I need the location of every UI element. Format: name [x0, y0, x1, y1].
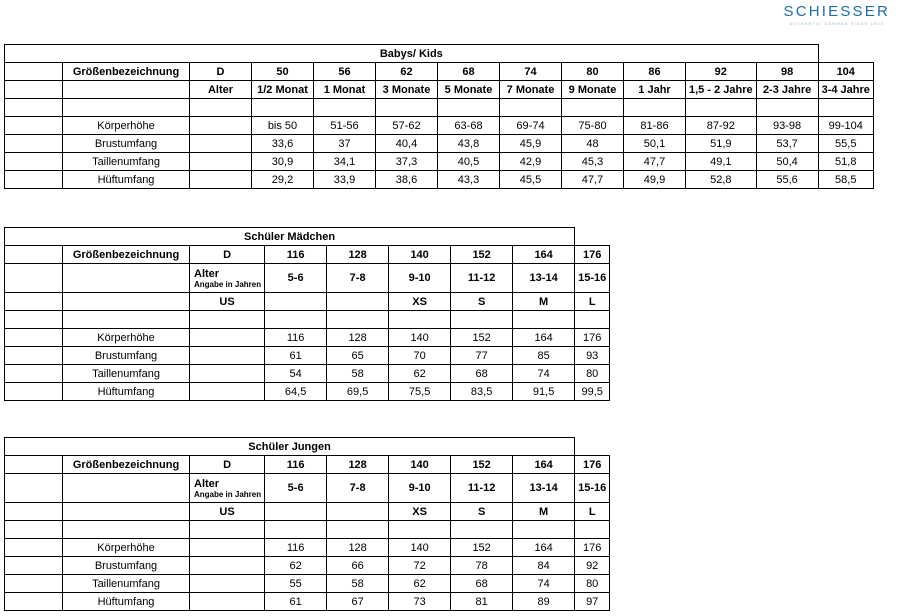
row-label-alter-text: Alter	[194, 477, 220, 490]
spacer-cell	[5, 293, 63, 311]
spacer-cell	[314, 99, 376, 117]
size-value: 128	[327, 456, 389, 474]
measure-value: 38,6	[376, 171, 438, 189]
spacer-cell	[5, 246, 63, 264]
row-label-alter-sub: Angabe in Jahren	[194, 279, 262, 289]
table-row	[5, 557, 610, 575]
size-table-schueler-maedchen	[4, 227, 610, 401]
spacer-cell	[5, 171, 63, 189]
measure-value: 140	[389, 329, 451, 347]
table-title: Schüler Mädchen	[5, 228, 575, 246]
size-value: 50	[252, 63, 314, 81]
measure-value: 55	[265, 575, 327, 593]
table-schueler-maedchen	[4, 227, 610, 401]
age-value: 3 Monate	[376, 81, 438, 99]
measure-label: Körperhöhe	[63, 117, 190, 135]
measure-value: 40,4	[376, 135, 438, 153]
spacer-cell	[5, 311, 63, 329]
spacer-cell	[190, 365, 265, 383]
spacer-cell	[190, 521, 265, 539]
size-value: 140	[389, 246, 451, 264]
measure-value: 164	[513, 539, 575, 557]
measure-value: 42,9	[500, 153, 562, 171]
spacer-cell	[376, 99, 438, 117]
us-size-value: S	[451, 503, 513, 521]
table-row	[5, 329, 610, 347]
spacer-cell	[190, 99, 252, 117]
measure-label: Taillenumfang	[63, 365, 190, 383]
table-babys-kids	[4, 44, 874, 189]
measure-value: 51,9	[686, 135, 757, 153]
spacer-cell	[5, 503, 63, 521]
measure-value: 140	[389, 539, 451, 557]
table-row	[5, 135, 874, 153]
age-value: 1 Monat	[314, 81, 376, 99]
measure-value: 78	[451, 557, 513, 575]
row-label-groessenbezeichnung: Größenbezeichnung	[63, 246, 190, 264]
cell: 176	[575, 246, 610, 264]
measure-value: 45,9	[500, 135, 562, 153]
spacer-cell	[389, 311, 451, 329]
table-row	[5, 171, 874, 189]
measure-value: 73	[389, 593, 451, 611]
age-value: 7-8	[327, 264, 389, 293]
spacer-cell	[63, 99, 190, 117]
measure-value: 3-4 Jahre	[818, 81, 873, 99]
table-header-row-age	[5, 81, 874, 99]
measure-value: 47,7	[562, 171, 624, 189]
measure-label: Hüftumfang	[63, 171, 190, 189]
age-value: 2-3 Jahre	[756, 81, 818, 99]
measure-value: 72	[389, 557, 451, 575]
spacer-cell	[513, 311, 575, 329]
measure-value: 61	[265, 347, 327, 365]
table-header-row-us	[5, 503, 610, 521]
measure-value: 116	[265, 329, 327, 347]
size-value: 80	[562, 63, 624, 81]
spacer-cell	[252, 99, 314, 117]
measure-label: Hüftumfang	[63, 383, 190, 401]
measure-value: 68	[451, 575, 513, 593]
row-label-alter-text: Alter	[194, 267, 220, 280]
spacer-cell	[5, 593, 63, 611]
measure-value: 128	[327, 329, 389, 347]
row-label-alter	[190, 264, 265, 293]
spacer-cell	[190, 117, 252, 135]
measure-value: 69-74	[500, 117, 562, 135]
measure-label: Brustumfang	[63, 557, 190, 575]
measure-value: 62	[265, 557, 327, 575]
measure-value: 164	[513, 329, 575, 347]
spacer-cell	[5, 347, 63, 365]
measure-value	[818, 99, 873, 117]
measure-value: 67	[327, 593, 389, 611]
table-schueler-jungen	[4, 437, 610, 611]
spacer-cell	[5, 117, 63, 135]
us-size-value	[327, 293, 389, 311]
cell: 176	[575, 329, 610, 347]
measure-value: 152	[451, 329, 513, 347]
measure-value: 57-62	[376, 117, 438, 135]
brand-tagline: AUTHENTIC GERMAN SINCE 1875	[789, 21, 885, 26]
measure-value: 83,5	[451, 383, 513, 401]
cell: L	[575, 293, 610, 311]
cell: 176	[575, 539, 610, 557]
cell: 15-16	[575, 474, 610, 503]
age-value: 1/2 Monat	[252, 81, 314, 99]
measure-value: 29,2	[252, 171, 314, 189]
row-label-groessenbezeichnung: Größenbezeichnung	[63, 63, 190, 81]
size-value: 92	[686, 63, 757, 81]
measure-value: 48	[562, 135, 624, 153]
spacer-cell	[5, 99, 63, 117]
size-value: 164	[513, 456, 575, 474]
measure-value: 85	[513, 347, 575, 365]
cell: 99,5	[575, 383, 610, 401]
age-value: 11-12	[451, 264, 513, 293]
table-title: Schüler Jungen	[5, 438, 575, 456]
measure-value: 89	[513, 593, 575, 611]
table-title-row	[5, 438, 610, 456]
size-value: 128	[327, 246, 389, 264]
spacer-cell	[5, 521, 63, 539]
measure-value: 45,3	[562, 153, 624, 171]
row-label-us: US	[190, 503, 265, 521]
measure-value: 52,8	[686, 171, 757, 189]
age-value: 13-14	[513, 264, 575, 293]
cell: 92	[575, 557, 610, 575]
measure-value: 152	[451, 539, 513, 557]
table-row	[5, 153, 874, 171]
measure-value: 54	[265, 365, 327, 383]
spacer-cell	[513, 521, 575, 539]
spacer-cell	[265, 521, 327, 539]
measure-value: 51-56	[314, 117, 376, 135]
cell: 93	[575, 347, 610, 365]
measure-value: 40,5	[438, 153, 500, 171]
measure-value: 128	[327, 539, 389, 557]
measure-value: 87-92	[686, 117, 757, 135]
size-value: 86	[624, 63, 686, 81]
table-row	[5, 117, 874, 135]
measure-value: 58	[327, 575, 389, 593]
table-header-row-age	[5, 474, 610, 503]
measure-value: 37	[314, 135, 376, 153]
cell	[575, 521, 610, 539]
spacer-cell	[451, 311, 513, 329]
measure-value: 50,1	[624, 135, 686, 153]
spacer-cell	[190, 347, 265, 365]
spacer-cell	[624, 99, 686, 117]
spacer-cell	[63, 521, 190, 539]
size-value: 68	[438, 63, 500, 81]
row-label-us: US	[190, 293, 265, 311]
table-title-row	[5, 228, 610, 246]
cell	[575, 311, 610, 329]
size-table-schueler-jungen	[4, 437, 610, 611]
table-spacer-row	[5, 311, 610, 329]
spacer-cell	[190, 557, 265, 575]
age-value: 7 Monate	[500, 81, 562, 99]
table-row	[5, 575, 610, 593]
spacer-cell	[63, 474, 190, 503]
measure-label: Körperhöhe	[63, 329, 190, 347]
spacer-cell	[5, 63, 63, 81]
spacer-cell	[190, 311, 265, 329]
spacer-cell	[265, 311, 327, 329]
cell: 97	[575, 593, 610, 611]
measure-value: 84	[513, 557, 575, 575]
spacer-cell	[190, 329, 265, 347]
measure-value: 43,3	[438, 171, 500, 189]
table-header-row-age	[5, 264, 610, 293]
spacer-cell	[5, 365, 63, 383]
table-row	[5, 539, 610, 557]
cell: L	[575, 503, 610, 521]
spacer-cell	[562, 99, 624, 117]
measure-value: 81	[451, 593, 513, 611]
cell: 176	[575, 456, 610, 474]
measure-value: 63-68	[438, 117, 500, 135]
spacer-cell	[5, 81, 63, 99]
measure-value: 64,5	[265, 383, 327, 401]
measure-value: 75-80	[562, 117, 624, 135]
measure-value: 116	[265, 539, 327, 557]
us-size-value: XS	[389, 503, 451, 521]
spacer-cell	[451, 521, 513, 539]
table-row	[5, 347, 610, 365]
measure-value: 45,5	[500, 171, 562, 189]
spacer-cell	[190, 539, 265, 557]
measure-value: 62	[389, 575, 451, 593]
cell: 80	[575, 575, 610, 593]
us-size-value	[265, 503, 327, 521]
spacer-cell	[63, 264, 190, 293]
spacer-cell	[5, 474, 63, 503]
table-spacer-row	[5, 99, 874, 117]
measure-label: Taillenumfang	[63, 575, 190, 593]
measure-value: 53,7	[756, 135, 818, 153]
age-value: 1 Jahr	[624, 81, 686, 99]
measure-value: 66	[327, 557, 389, 575]
measure-value: 30,9	[252, 153, 314, 171]
age-value: 11-12	[451, 474, 513, 503]
brand-logo	[784, 4, 891, 26]
table-header-row-size	[5, 246, 610, 264]
age-value: 1,5 - 2 Jahre	[686, 81, 757, 99]
spacer-cell	[5, 456, 63, 474]
market-cell-d: D	[190, 246, 265, 264]
measure-value: 55,5	[818, 135, 873, 153]
age-value: 7-8	[327, 474, 389, 503]
spacer-cell	[5, 264, 63, 293]
size-table-babys-kids	[4, 44, 874, 189]
us-size-value	[327, 503, 389, 521]
measure-value: 99-104	[818, 117, 873, 135]
measure-value: 74	[513, 575, 575, 593]
spacer-cell	[63, 311, 190, 329]
us-size-value: XS	[389, 293, 451, 311]
measure-value: 91,5	[513, 383, 575, 401]
age-value: 9-10	[389, 264, 451, 293]
row-label-groessenbezeichnung: Größenbezeichnung	[63, 456, 190, 474]
measure-value: 47,7	[624, 153, 686, 171]
spacer-cell	[756, 99, 818, 117]
spacer-cell	[5, 557, 63, 575]
measure-value: 68	[451, 365, 513, 383]
measure-value: 69,5	[327, 383, 389, 401]
size-value: 164	[513, 246, 575, 264]
measure-value: 81-86	[624, 117, 686, 135]
measure-value: 65	[327, 347, 389, 365]
spacer-cell	[5, 383, 63, 401]
brand-name: SCHIESSER	[783, 3, 890, 20]
spacer-cell	[686, 99, 757, 117]
measure-value: 70	[389, 347, 451, 365]
spacer-cell	[327, 521, 389, 539]
size-value: 74	[500, 63, 562, 81]
table-row	[5, 383, 610, 401]
spacer-cell	[5, 153, 63, 171]
measure-value: 37,3	[376, 153, 438, 171]
table-header-row-us	[5, 293, 610, 311]
measure-value: 50,4	[756, 153, 818, 171]
size-value: 62	[376, 63, 438, 81]
cell: 80	[575, 365, 610, 383]
measure-value: 74	[513, 365, 575, 383]
measure-value: 55,6	[756, 171, 818, 189]
age-value: 5 Monate	[438, 81, 500, 99]
size-value: 116	[265, 246, 327, 264]
measure-label: Brustumfang	[63, 347, 190, 365]
size-value: 140	[389, 456, 451, 474]
spacer-cell	[63, 293, 190, 311]
spacer-cell	[389, 521, 451, 539]
us-size-value: M	[513, 503, 575, 521]
spacer-cell	[5, 575, 63, 593]
measure-value: 62	[389, 365, 451, 383]
spacer-cell	[5, 539, 63, 557]
measure-value: 58,5	[818, 171, 873, 189]
table-row	[5, 593, 610, 611]
measure-value: 93-98	[756, 117, 818, 135]
size-value: 98	[756, 63, 818, 81]
measure-value: 34,1	[314, 153, 376, 171]
spacer-cell	[190, 383, 265, 401]
age-value: 9 Monate	[562, 81, 624, 99]
table-title: Babys/ Kids	[5, 45, 819, 63]
market-cell-d: D	[190, 63, 252, 81]
spacer-cell	[190, 135, 252, 153]
spacer-cell	[5, 135, 63, 153]
row-label-alter-sub: Angabe in Jahren	[194, 489, 262, 499]
row-label-alter: Alter	[190, 81, 252, 99]
measure-value: 75,5	[389, 383, 451, 401]
size-value: 116	[265, 456, 327, 474]
size-value: 152	[451, 246, 513, 264]
table-header-row-size	[5, 456, 610, 474]
measure-value: 33,6	[252, 135, 314, 153]
row-label-alter	[190, 474, 265, 503]
measure-value: bis 50	[252, 117, 314, 135]
table-row	[5, 365, 610, 383]
measure-value: 33,9	[314, 171, 376, 189]
measure-value: 104	[818, 63, 873, 81]
measure-label: Taillenumfang	[63, 153, 190, 171]
age-value: 13-14	[513, 474, 575, 503]
measure-label: Körperhöhe	[63, 539, 190, 557]
measure-value: 49,9	[624, 171, 686, 189]
measure-value: 77	[451, 347, 513, 365]
market-cell-d: D	[190, 456, 265, 474]
spacer-cell	[438, 99, 500, 117]
age-value: 5-6	[265, 264, 327, 293]
size-value: 56	[314, 63, 376, 81]
measure-value: 49,1	[686, 153, 757, 171]
spacer-cell	[5, 329, 63, 347]
table-header-row-size	[5, 63, 874, 81]
us-size-value	[265, 293, 327, 311]
spacer-cell	[63, 503, 190, 521]
spacer-cell	[63, 81, 190, 99]
age-value: 9-10	[389, 474, 451, 503]
age-value: 5-6	[265, 474, 327, 503]
table-spacer-row	[5, 521, 610, 539]
spacer-cell	[190, 575, 265, 593]
size-value: 152	[451, 456, 513, 474]
measure-value: 43,8	[438, 135, 500, 153]
spacer-cell	[327, 311, 389, 329]
spacer-cell	[500, 99, 562, 117]
measure-value: 58	[327, 365, 389, 383]
spacer-cell	[190, 593, 265, 611]
measure-label: Hüftumfang	[63, 593, 190, 611]
spacer-cell	[190, 171, 252, 189]
us-size-value: S	[451, 293, 513, 311]
measure-value: 51,8	[818, 153, 873, 171]
measure-label: Brustumfang	[63, 135, 190, 153]
cell: 15-16	[575, 264, 610, 293]
table-title-row	[5, 45, 874, 63]
us-size-value: M	[513, 293, 575, 311]
measure-value: 61	[265, 593, 327, 611]
spacer-cell	[190, 153, 252, 171]
